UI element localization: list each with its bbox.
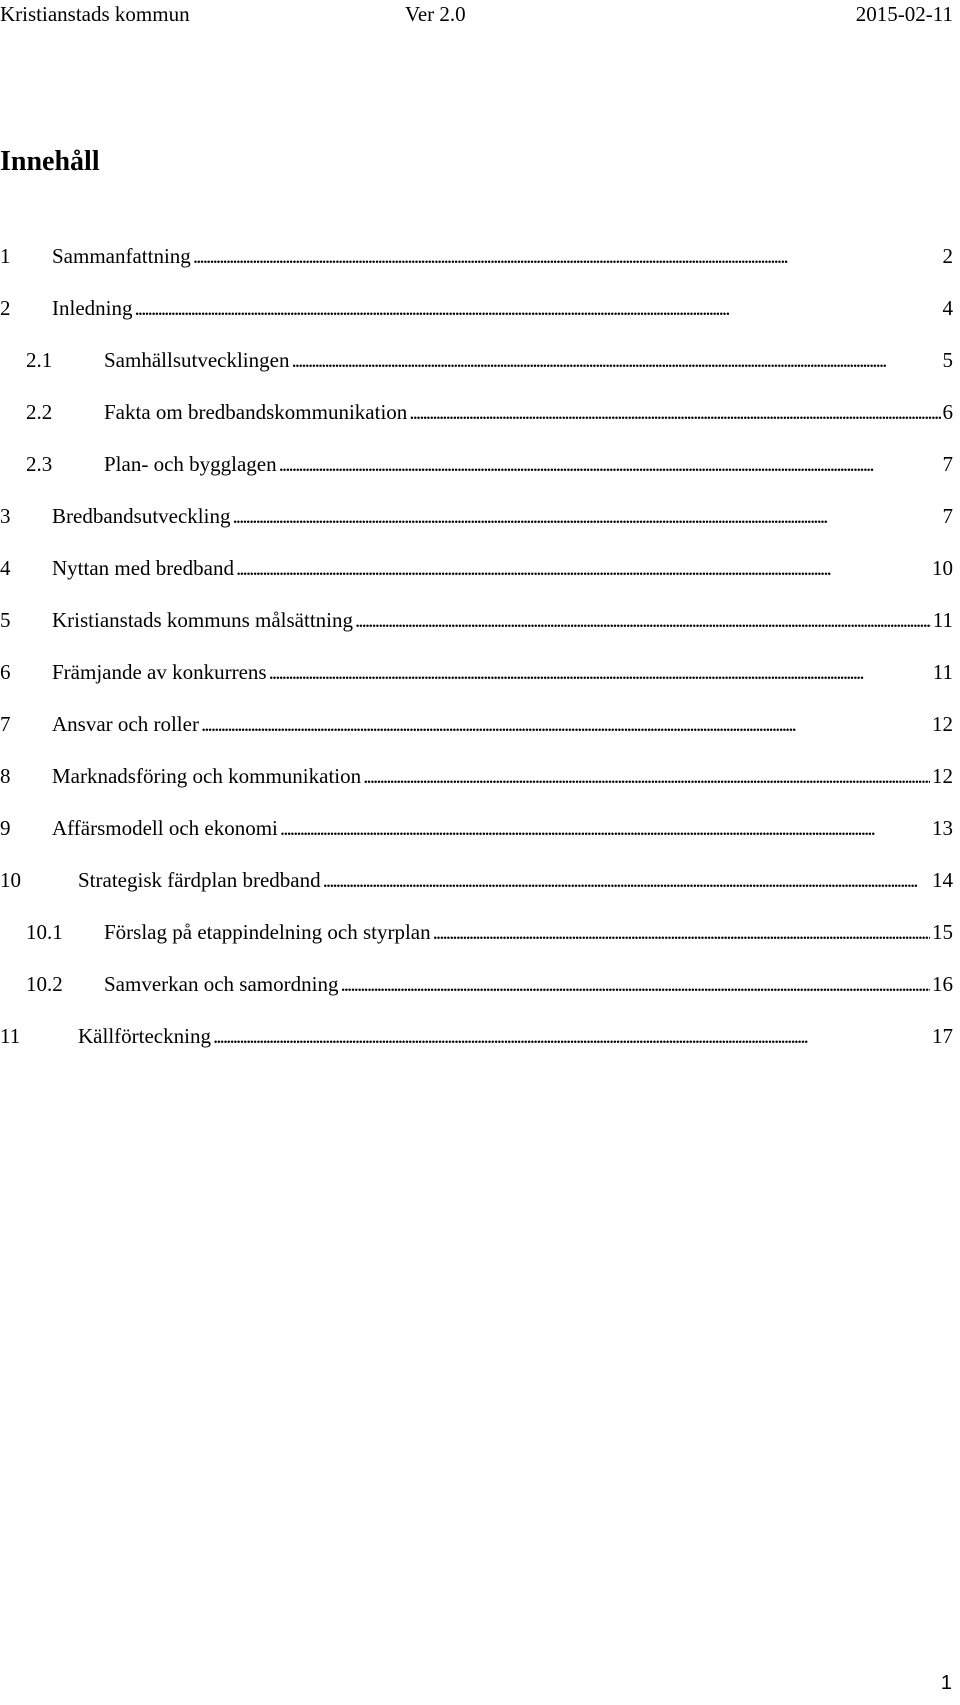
toc-entry[interactable]: [0, 919, 960, 971]
toc-entry-page: 11: [932, 660, 953, 684]
toc-dot-leader: [201, 711, 930, 737]
toc-entry[interactable]: [0, 347, 960, 399]
toc-entry[interactable]: [0, 971, 960, 1023]
toc-entry-page: 2: [942, 244, 953, 268]
toc-entry-number: 2: [0, 296, 11, 320]
toc-entry-page: 13: [932, 816, 953, 840]
toc-entry-label: Sammanfattning: [52, 244, 191, 268]
toc-entry[interactable]: [0, 555, 960, 607]
toc-dot-leader: [355, 607, 931, 633]
toc-entry-number: 10: [0, 868, 21, 892]
toc-entry-page: 7: [942, 452, 953, 476]
toc-entry-number: 10.1: [26, 920, 63, 944]
toc-entry-label: Förslag på etappindelning och styrplan: [104, 920, 431, 944]
toc-dot-leader: [236, 555, 930, 581]
toc-entry-number: 2.1: [26, 348, 53, 372]
toc-entry-label: Nyttan med bredband: [52, 556, 234, 580]
toc-entry[interactable]: [0, 711, 960, 763]
toc-entry-number: 7: [0, 712, 11, 736]
toc-entry-number: 2.2: [26, 400, 53, 424]
toc-entry-label: Källförteckning: [78, 1024, 211, 1048]
toc-dot-leader: [280, 815, 930, 841]
toc-dot-leader: [409, 399, 940, 425]
header-date: 2015-02-11: [855, 2, 953, 26]
header-version: Ver 2.0: [405, 2, 466, 26]
toc-entry[interactable]: [0, 607, 960, 659]
toc-entry-number: 2.3: [26, 452, 53, 476]
toc-entry-number: 9: [0, 816, 11, 840]
toc-entry-page: 11: [932, 608, 953, 632]
toc-dot-leader: [213, 1023, 930, 1049]
toc-entry-label: Samverkan och samordning: [104, 972, 339, 996]
table-of-contents: [0, 243, 960, 1075]
toc-entry-number: 8: [0, 764, 11, 788]
toc-dot-leader: [193, 243, 941, 269]
toc-entry-number: 6: [0, 660, 11, 684]
toc-entry-label: Bredbandsutveckling: [52, 504, 231, 528]
toc-title: Innehåll: [0, 146, 100, 177]
toc-entry-label: Fakta om bredbandskommunikation: [104, 400, 408, 424]
toc-entry-number: 5: [0, 608, 11, 632]
toc-dot-leader: [232, 503, 940, 529]
toc-entry-page: 7: [942, 504, 953, 528]
toc-dot-leader: [291, 347, 940, 373]
toc-entry-page: 16: [932, 972, 953, 996]
toc-entry-page: 14: [932, 868, 953, 892]
toc-dot-leader: [279, 451, 941, 477]
toc-entry[interactable]: [0, 867, 960, 919]
toc-entry[interactable]: [0, 295, 960, 347]
toc-entry-page: 12: [932, 712, 953, 736]
toc-entry[interactable]: [0, 815, 960, 867]
page-number: 1: [940, 1672, 952, 1694]
toc-dot-leader: [269, 659, 931, 685]
toc-entry[interactable]: [0, 1023, 960, 1075]
toc-entry-label: Affärsmodell och ekonomi: [52, 816, 278, 840]
toc-entry[interactable]: [0, 503, 960, 555]
toc-entry[interactable]: [0, 763, 960, 815]
toc-entry-number: 4: [0, 556, 11, 580]
page-header: [0, 2, 960, 32]
toc-dot-leader: [433, 919, 930, 945]
toc-entry-number: 3: [0, 504, 11, 528]
toc-entry-number: 11: [0, 1024, 21, 1048]
toc-entry[interactable]: [0, 243, 960, 295]
toc-entry-page: 17: [932, 1024, 953, 1048]
toc-entry-label: Ansvar och roller: [52, 712, 199, 736]
toc-entry-page: 10: [932, 556, 953, 580]
toc-entry-label: Plan- och bygglagen: [104, 452, 277, 476]
toc-entry-number: 10.2: [26, 972, 63, 996]
toc-dot-leader: [363, 763, 930, 789]
toc-entry-page: 4: [942, 296, 953, 320]
toc-entry-label: Marknadsföring och kommunikation: [52, 764, 362, 788]
toc-entry-page: 6: [942, 400, 953, 424]
toc-entry-label: Inledning: [52, 296, 133, 320]
toc-entry-page: 12: [932, 764, 953, 788]
toc-entry-page: 5: [942, 348, 953, 372]
toc-entry-label: Främjande av konkurrens: [52, 660, 267, 684]
toc-entry[interactable]: [0, 399, 960, 451]
toc-entry-page: 15: [932, 920, 953, 944]
toc-dot-leader: [323, 867, 930, 893]
header-organization: Kristianstads kommun: [0, 2, 190, 26]
toc-dot-leader: [340, 971, 930, 997]
toc-dot-leader: [134, 295, 940, 321]
toc-entry-label: Strategisk färdplan bredband: [78, 868, 321, 892]
toc-entry[interactable]: [0, 659, 960, 711]
toc-entry-label: Samhällsutvecklingen: [104, 348, 290, 372]
toc-entry[interactable]: [0, 451, 960, 503]
toc-entry-number: 1: [0, 244, 11, 268]
toc-entry-label: Kristianstads kommuns målsättning: [52, 608, 353, 632]
